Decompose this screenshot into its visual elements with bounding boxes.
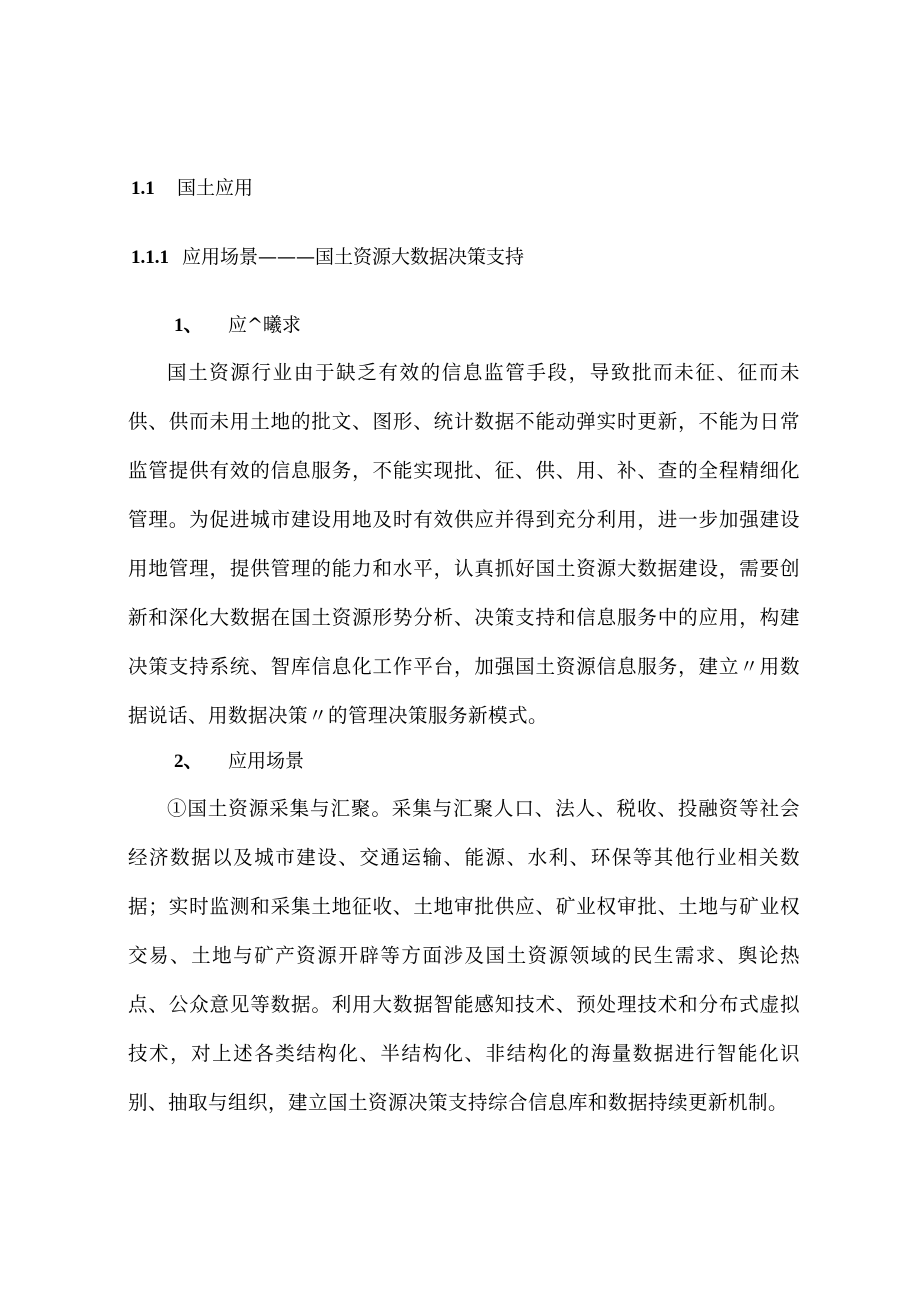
item-title-1: 应^曦求	[228, 314, 301, 336]
item-heading-1	[174, 313, 301, 338]
paragraph-requirements: 国土资源行业由于缺乏有效的信息监管手段，导致批而未征、征而未供、供而未用土地的批文、图形、统计数据不能动弹实时更新，不能为日常监管提供有效的信息服务，不能实现批、征、供、用、补、查的全程精细化管理。为促进城市建设用地及时有效供应并得到充分利用，进一步加强建设用地管理，提供管理的能力和水平，认真抓好国土资源大数据建设，需要创新和深化大数据在国土资源形势分析、决策支持和信息服务中的应用，构建决策支持系统、智库信息化工作平台，加强国土资源信息服务，建立〃用数据说话、用数据决策〃的管理决策服务新模式。	[128, 361, 800, 727]
section-heading	[131, 176, 253, 201]
subsection-title: 应用场景———国土资源大数据决策支持	[182, 246, 525, 268]
subsection-heading	[131, 245, 524, 270]
item-number-1: 1、	[174, 315, 203, 336]
item-title-2: 应用场景	[228, 750, 305, 772]
paragraph-scenarios: ①国土资源采集与汇聚。采集与汇聚人口、法人、税收、投融资等社会经济数据以及城市建设、交通运输、能源、水利、环保等其他行业相关数据；实时监测和采集土地征收、土地审批供应、矿业权审批、土地与矿业权交易、土地与矿产资源开辟等方面涉及国土资源领域的民生需求、舆论热点、公众意见等数据。利用大数据智能感知技术、预处理技术和分布式虚拟技术，对上述各类结构化、半结构化、非结构化的海量数据进行智能化识别、抽取与组织，建立国土资源决策支持综合信息库和数据持续更新机制。	[128, 797, 800, 1114]
section-title: 国土应用	[177, 177, 254, 199]
item-number-2: 2、	[174, 751, 203, 772]
section-number: 1.1	[131, 178, 155, 199]
subsection-number: 1.1.1	[131, 247, 169, 268]
item-heading-2	[174, 749, 304, 774]
